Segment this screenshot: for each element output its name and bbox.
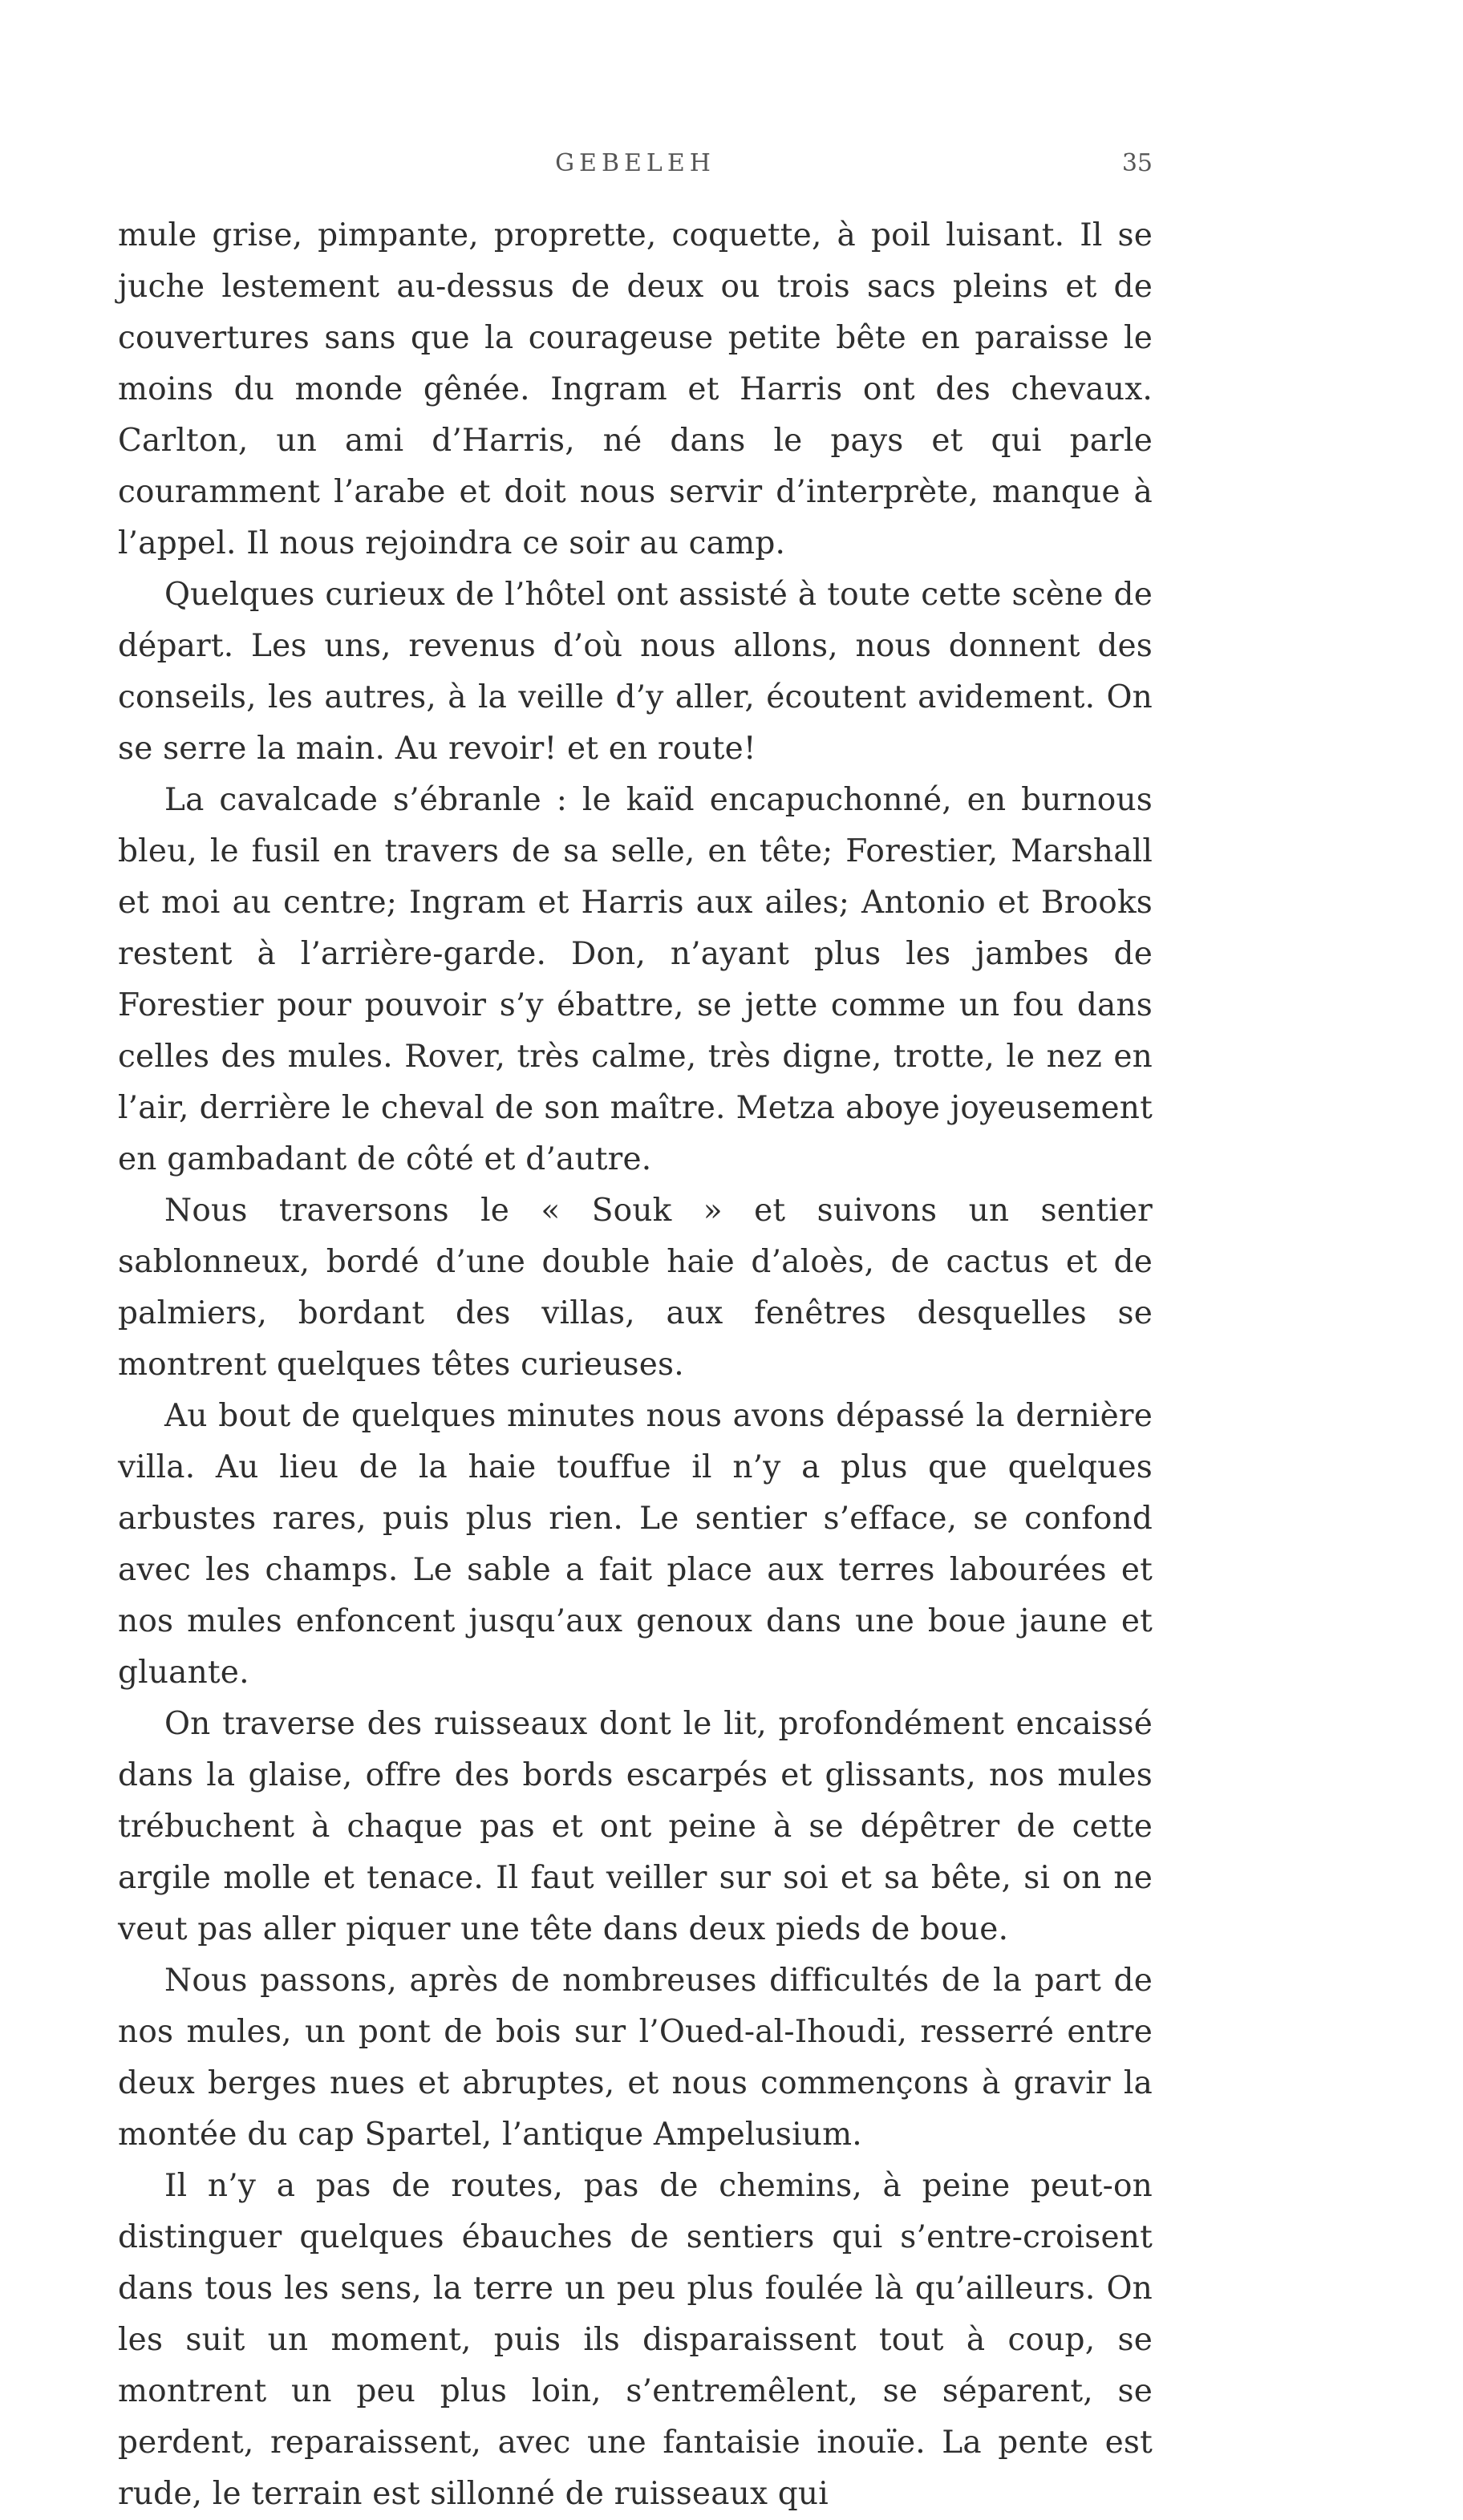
- running-title: GEBELEH: [555, 149, 715, 177]
- paragraph-6: On traverse des ruisseaux dont le lit, profondément encaissé dans la glaise, offre des bords escarpés et glissants, nos mules trébuchent à chaque pas et ont peine à se dépêtrer de cette argile molle et tenace. Il faut veiller sur soi et sa bête, si on ne veut pas aller piquer une tête dans deux pieds de boue.: [118, 1706, 1153, 1947]
- paragraph-5: Au bout de quelques minutes nous avons dépassé la dernière villa. Au lieu de la haie touffue il n’y a plus que quelques arbustes rares, puis plus rien. Le sentier s’efface, se confond avec les champs. Le sable a fait place aux terres labourées et nos mules enfoncent jusqu’aux genoux dans une boue jaune et gluante.: [118, 1398, 1153, 1691]
- paragraph-4: Nous traversons le « Souk » et suivons un sentier sablonneux, bordé d’une double haie d’aloès, de cactus et de palmiers, bordant des villas, aux fenêtres desquelles se montrent quelques têtes curieuses.: [118, 1193, 1153, 1383]
- paragraph-2: Quelques curieux de l’hôtel ont assisté à toute cette scène de départ. Les uns, revenus d’où nous allons, nous donnent des conseils, les autres, à la veille d’y aller, écoutent avidement. On se serre la main. Au revoir! et en route!: [118, 577, 1153, 767]
- page-number: 35: [1121, 149, 1153, 177]
- paragraph-1: mule grise, pimpante, proprette, coquette, à poil luisant. Il se juche lestement au-dessus de deux ou trois sacs pleins et de couvertures sans que la courageuse petite bête en paraisse le moins du monde gênée. Ingram et Harris ont des chevaux. Carlton, un ami d’Harris, né dans le pays et qui parle couramment l’arabe et doit nous servir d’interprète, manque à l’appel. Il nous rejoindra ce soir au camp.: [118, 217, 1153, 561]
- running-header: [118, 149, 1153, 181]
- paragraph-7: Nous passons, après de nombreuses difficultés de la part de nos mules, un pont de bois sur l’Oued-al-Ihoudi, resserré entre deux berges nues et abruptes, et nous commençons à gravir la montée du cap Spartel, l’antique Ampelusium.: [118, 1963, 1153, 2153]
- paragraph-8: Il n’y a pas de routes, pas de chemins, à peine peut-on distinguer quelques ébauches de sentiers qui s’entre-croisent dans tous les sens, la terre un peu plus foulée là qu’ailleurs. On les suit un moment, puis ils disparaissent tout à coup, se montrent un peu plus loin, s’entremêlent, se séparent, se perdent, reparaissent, avec une fantaisie inouïe. La pente est rude, le terrain est sillonné de ruisseaux qui: [118, 2168, 1153, 2512]
- paragraph-3: La cavalcade s’ébranle : le kaïd encapuchonné, en burnous bleu, le fusil en travers de sa selle, en tête; Forestier, Marshall et moi au centre; Ingram et Harris aux ailes; Antonio et Brooks restent à l’arrière-garde. Don, n’ayant plus les jambes de Forestier pour pouvoir s’y ébattre, se jette comme un fou dans celles des mules. Rover, très calme, très digne, trotte, le nez en l’air, derrière le cheval de son maître. Metza aboye joyeusement en gambadant de côté et d’autre.: [118, 782, 1153, 1177]
- body-text: [118, 210, 1153, 2520]
